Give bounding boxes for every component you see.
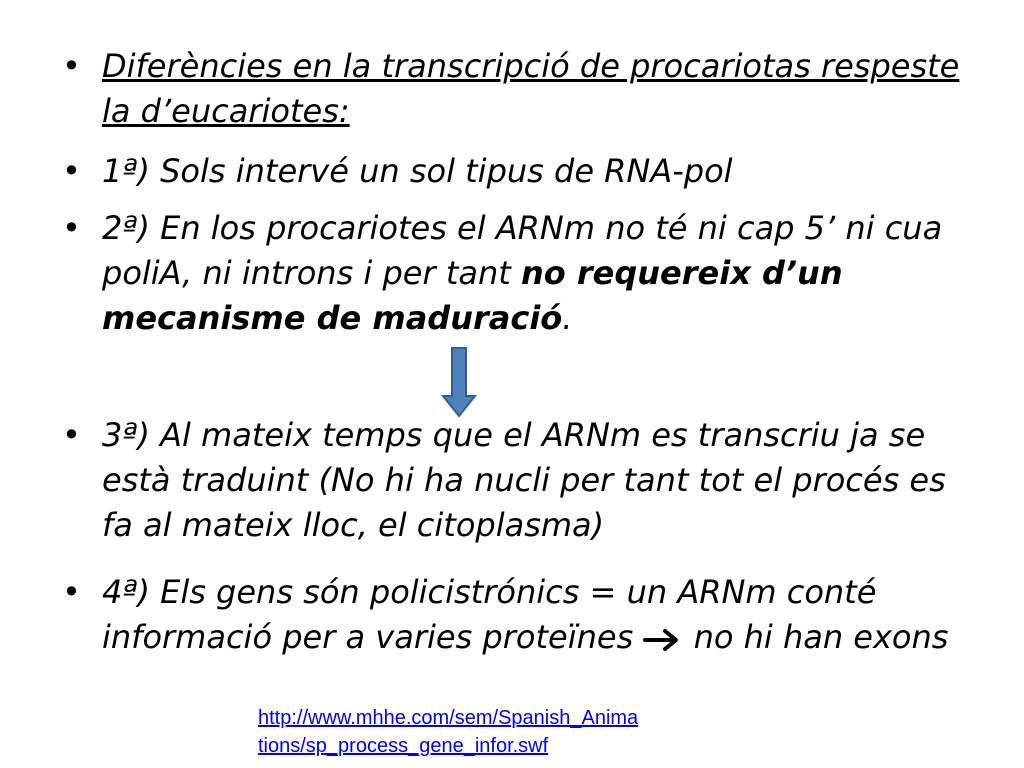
heading-text: Diferències en la transcripció de procariotas respeste la d’eucariotes: — [102, 47, 960, 130]
right-arrow-icon — [643, 628, 683, 652]
bullet-3 — [62, 413, 962, 548]
bullet-4-text — [102, 570, 962, 660]
bullet-dot: • — [62, 416, 81, 454]
bullet-dot: • — [62, 573, 81, 611]
bullet-4-pre: 4ª) Els gens són policistrónics = un ARNm conté informació per a varies proteïnes — [102, 573, 877, 656]
bullet-dot: • — [62, 209, 81, 247]
bullet-2-bold: no requereix d’un mecanisme de maduració — [102, 254, 843, 337]
bullet-2-text — [102, 206, 962, 341]
link-line-2: tions/sp_process_gene_infor.swf — [258, 735, 549, 757]
bullet-1-text: 1ª) Sols intervé un sol tipus de RNA-pol — [102, 152, 733, 190]
bullet-2-pre: 2ª) En los procariotes el ARNm no té ni cap 5’ ni cua poliA, ni introns i per tant — [102, 209, 943, 292]
bullet-dot: • — [62, 152, 81, 190]
bullet-2-post: . — [562, 299, 573, 337]
bullet-3-text: 3ª) Al mateix temps que el ARNm es transcriu ja se està traduint (No hi ha nucli per tant tot el procés es fa al mateix lloc, el citoplasma) — [102, 416, 946, 544]
bullet-heading — [62, 44, 962, 134]
bullet-dot: • — [62, 47, 81, 85]
bullet-2 — [62, 206, 962, 341]
bullet-4 — [62, 570, 962, 660]
bullet-1 — [62, 149, 962, 194]
bullet-4-post: no hi han exons — [683, 618, 949, 656]
link-line-1: http://www.mhhe.com/sem/Spanish_Anima — [258, 707, 639, 729]
down-arrow-icon — [440, 346, 478, 418]
animation-link[interactable] — [258, 704, 638, 760]
